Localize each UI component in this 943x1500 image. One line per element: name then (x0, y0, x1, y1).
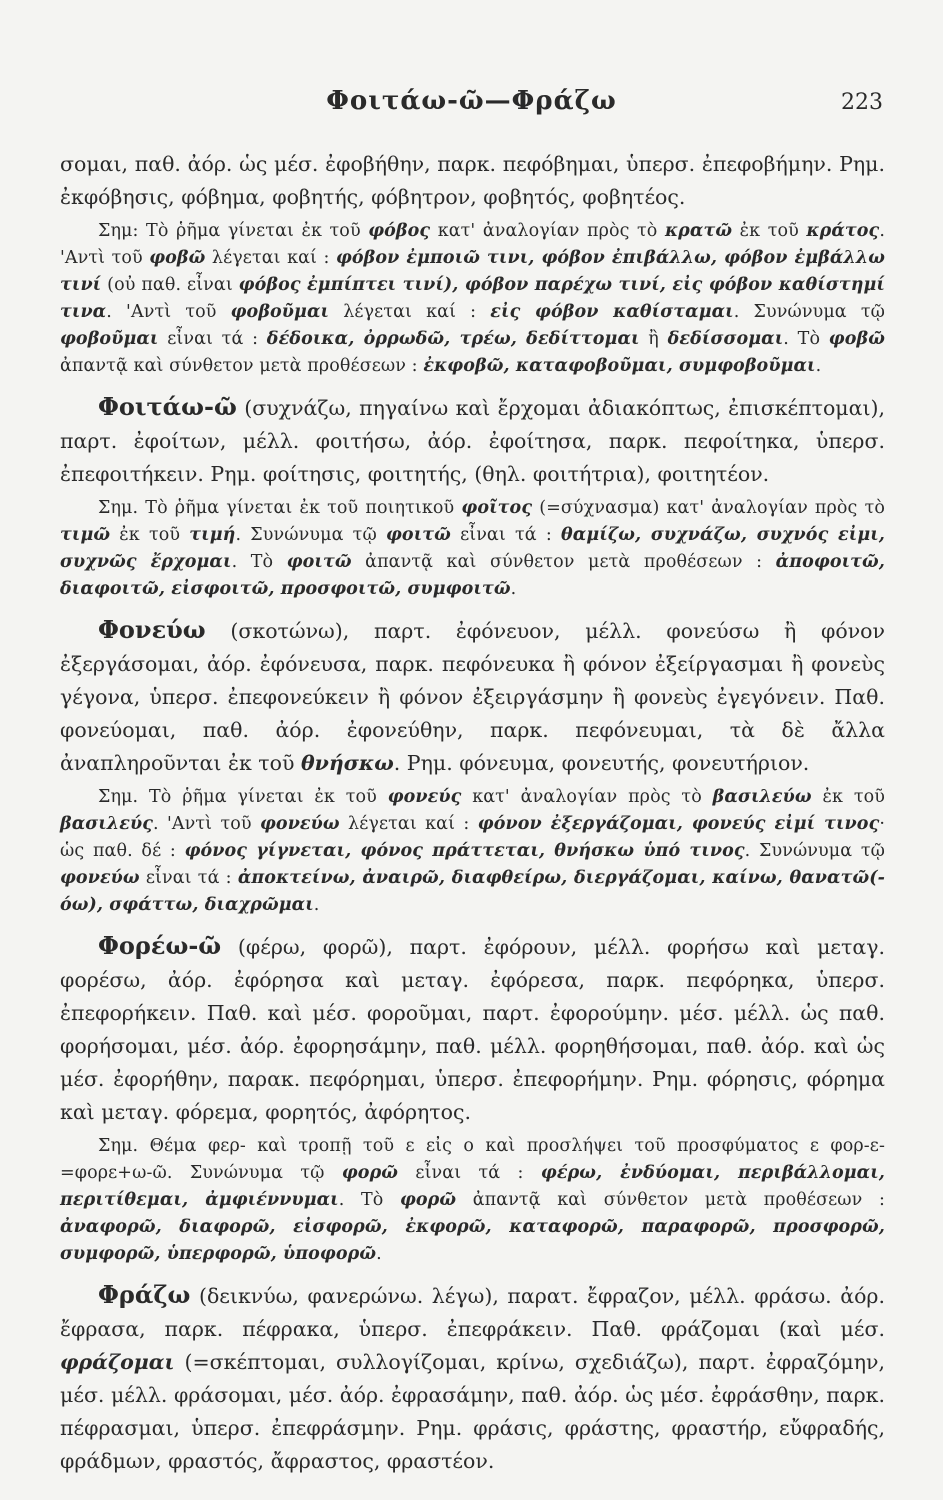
emphasis-text: ἀποφοιτῶ, διαφοιτῶ, εἰσφοιτῶ, προσφοιτῶ, συμφοιτῶ (60, 552, 885, 599)
emphasis-text: ἀποκτείνω, ἀναιρῶ, διαφθείρω, διεργάζομαι, καίνω, θανατῶ(-όω), σφάττω, διαχρῶμαι (60, 868, 885, 915)
text-run: Σημ: Τὸ ῥῆμα γίνεται ἐκ τοῦ (98, 221, 369, 241)
text-run: . (376, 1244, 382, 1264)
text-run: (δεικνύω, φανερώνω. λέγω), παρατ. ἔφραζον, μέλλ. φράσω. ἀόρ. ἔφρασα, παρκ. πέφρακα, ὑπερσ. ἐπεφράκειν. Παθ. φράζομαι (καὶ μέσ. (60, 1284, 885, 1341)
text-run: ἐκ τοῦ (732, 221, 807, 241)
text-run: ἀπαντᾷ καὶ σύνθετον μετὰ προθέσεων : (456, 1190, 885, 1210)
text-run: εἶναι τά : (450, 525, 561, 545)
emphasis-text: δέδοικα, ὀρρωδῶ, τρέω, δεδίττομαι (266, 329, 640, 349)
text-run: Σημ. Τὸ ῥῆμα γίνεται ἐκ τοῦ ποιητικοῦ (98, 498, 462, 518)
emphasis-text: κράτος (806, 221, 880, 241)
text-run: (=σκέπτομαι, συλλογίζομαι, κρίνω, σχεδιάζω), παρτ. ἐφραζόμην, μέσ. μέλλ. φράσομαι, μέσ. ἀόρ. ἐφρασάμην, παθ. ἀόρ. ὡς μέσ. ἐφράσθην, παρκ. πέφρασμαι, ὑπερσ. ἐπεφράσμην. Ρημ. φράσις, φράστης, φραστήρ, εὔφραδής, φράδμων, φραστός, ἄφραστος, φραστέον. (60, 1350, 885, 1473)
emphasis-text: ἐκφοβῶ, καταφοβοῦμαι, συμφοβοῦμαι (423, 356, 816, 376)
emphasis-text: φόβος (368, 221, 431, 241)
emphasis-text: φράζομαι (60, 1350, 175, 1374)
emphasis-text: δεδίσσομαι (667, 329, 784, 349)
emphasis-text: φονεύω (60, 868, 140, 888)
text-run: . (313, 895, 320, 915)
entry-headword: Φορέω-ῶ (98, 931, 222, 960)
text-run: · ὡς παθ. δέ : (60, 814, 885, 861)
text-run: . 'Αντὶ τοῦ (60, 221, 885, 268)
entry-headword: Φονεύω (98, 615, 206, 644)
emphasis-text: βασιλεύω (712, 787, 812, 807)
emphasis-text: φορῶ (399, 1190, 457, 1210)
text-run: ἢ (639, 329, 668, 349)
emphasis-text: φόνος γίγνεται, φόνος πράττεται, θνήσκω ὑπό τινος (184, 841, 745, 861)
text-run: σομαι, παθ. ἀόρ. ὡς μέσ. ἐφοβήθην, παρκ. πεφόβημαι, ὑπερσ. ἐπεφοβήμην. Ρημ. ἐκφόβησις, φόβημα, φοβητής, φόβητρον, φοβητός, φοβητέος. (60, 152, 885, 209)
text-run: (=σύχνασμα) κατ' ἀναλογίαν πρὸς τὸ (532, 498, 885, 518)
text-run: λέγεται καί : (205, 248, 336, 268)
text-run: λέγεται καί : (339, 814, 478, 834)
paragraph-note (60, 784, 885, 919)
text-run: ἐκ τοῦ (110, 525, 190, 545)
text-run: κατ' ἀναλογίαν πρὸς τὸ (430, 221, 665, 241)
emphasis-text: εἰς φόβον καθίσταμαι (490, 302, 734, 322)
text-run: . Ρημ. φόνευμα, φονευτής, φονευτήριον. (393, 751, 810, 775)
emphasis-text: φόβος ἐμπίπτει τινί), φόβον παρέχω τινί, εἰς φόβον καθίστημί τινα (60, 275, 885, 322)
emphasis-text: φόνον ἐξεργάζομαι, φονεύς εἰμί τινος (477, 814, 880, 834)
entry-paragraph (60, 613, 885, 780)
text-run: (οὐ παθ. εἶναι (101, 275, 239, 295)
paragraph-note (60, 495, 885, 603)
paragraph-note (60, 218, 885, 380)
running-head: Φοιτάω-ῶ—Φράζω (326, 86, 617, 116)
text-run: . Συνώνυμα τῷ (733, 302, 885, 322)
page-number: 223 (841, 90, 883, 115)
page-header (60, 86, 883, 122)
emphasis-text: ἀναφορῶ, διαφορῶ, εἰσφορῶ, ἐκφορῶ, καταφορῶ, παραφορῶ, προσφορῶ, συμφορῶ, ὑπερφορῶ, ὑποφορῶ (60, 1217, 885, 1264)
emphasis-text: φοιτῶ (385, 525, 451, 545)
entry-headword: Φοιτάω-ῶ (98, 392, 237, 421)
text-run: (σκοτώνω), παρτ. ἐφόνευον, μέλλ. φονεύσω ἢ φόνον ἐξεργάσομαι, ἀόρ. ἐφόνευσα, παρκ. πεφόνευκα ἢ φόνον ἐξείργασμαι ἢ φονεὺς γέγονα, ὑπερσ. ἐπεφονεύκειν ἢ φόνον ἐξειργάσμην ἢ φονεὺς ἐγεγόνειν. Παθ. φονεύομαι, παθ. ἀόρ. ἐφονεύθην, παρκ. πεφόνευμαι, τὰ δὲ ἄλλα ἀναπληροῦνται ἐκ τοῦ (60, 619, 885, 775)
emphasis-text: φοῖτος (461, 498, 533, 518)
emphasis-text: βασιλεύς (60, 814, 153, 834)
text-run: (συχνάζω, πηγαίνω καὶ ἔρχομαι ἀδιακόπτως, ἐπισκέπτομαι), παρτ. ἐφοίτων, μέλλ. φοιτήσω, ἀόρ. ἐφοίτησα, παρκ. πεφοίτηκα, ὑπερσ. ἐπεφοιτήκειν. Ρημ. φοίτησις, φοιτητής, (θηλ. φοιτήτρια), φοιτητέον. (60, 396, 885, 486)
text-run: . (815, 356, 822, 376)
text-run: . Τὸ (783, 329, 829, 349)
text-run: . 'Αντὶ τοῦ (152, 814, 260, 834)
text-run: Σημ. Θέμα φερ- καὶ τροπῇ τοῦ ε εἰς ο καὶ προσλήψει τοῦ προσφύματος ε φορ-ε- =φορε+ω-ῶ. Συνώνυμα τῷ (60, 1136, 885, 1183)
entry-paragraph (60, 390, 885, 491)
emphasis-text: κρατῶ (664, 221, 733, 241)
emphasis-text: φονεύς (387, 787, 462, 807)
emphasis-text: φοβοῦμαι (230, 302, 330, 322)
emphasis-text: φοβοῦμαι (60, 329, 159, 349)
emphasis-text: φοιτῶ (286, 552, 352, 572)
text-run: . 'Αντὶ τοῦ (106, 302, 231, 322)
text-run: ἐκ τοῦ (811, 787, 885, 807)
text-run: . Συνώνυμα τῷ (744, 841, 885, 861)
text-run: κατ' ἀναλογίαν πρὸς τὸ (461, 787, 713, 807)
text-run: . Τὸ (338, 1190, 400, 1210)
paragraph-note (60, 1133, 885, 1268)
text-run: . Τὸ (231, 552, 287, 572)
emphasis-text: τιμή (189, 525, 236, 545)
text-run: ἀπαντᾷ καὶ σύνθετον μετὰ προθέσεων : (60, 356, 424, 376)
text-run: ἀπαντᾷ καὶ σύνθετον μετὰ προθέσεων : (351, 552, 776, 572)
text-run: . (510, 579, 517, 599)
emphasis-text: φοβῶ (149, 248, 206, 268)
text-run: Σημ. Τὸ ῥῆμα γίνεται ἐκ τοῦ (98, 787, 388, 807)
text-run: λέγεται καί : (329, 302, 491, 322)
emphasis-text: φέρω, ἐνδύομαι, περιβάλλομαι, περιτίθεμαι, ἀμφιέννυμαι (60, 1163, 885, 1210)
emphasis-text: φονεύω (259, 814, 340, 834)
text-run: (φέρω, φορῶ), παρτ. ἐφόρουν, μέλλ. φορήσω καὶ μεταγ. φορέσω, ἀόρ. ἐφόρησα καὶ μεταγ. ἐφόρεσα, παρκ. πεφόρηκα, ὑπερσ. ἐπεφορήκειν. Παθ. καὶ μέσ. φοροῦμαι, παρτ. ἐφορούμην. μέσ. μέλλ. ὡς παθ. φορήσομαι, μέσ. ἀόρ. ἐφορησάμην, παθ. μέλλ. φορηθήσομαι, παθ. ἀόρ. καὶ ὡς μέσ. ἐφορήθην, παρακ. πεφόρημαι, ὑπερσ. ἐπεφορήμην. Ρημ. φόρησις, φόρημα καὶ μεταγ. φόρεμα, φορητός, ἀφόρητος. (60, 935, 885, 1124)
emphasis-text: φόβον ἐμποιῶ τινι, φόβον ἐπιβάλλω, φόβον ἐμβάλλω τινί (60, 248, 885, 295)
emphasis-text: θαμίζω, συχνάζω, συχνός εἰμι, συχνῶς ἔρχομαι (60, 525, 885, 572)
emphasis-text: φοβῶ (828, 329, 885, 349)
text-run: εἶναι τά : (158, 329, 267, 349)
text-run: εἶναι τά : (398, 1163, 541, 1183)
entry-paragraph (60, 1278, 885, 1478)
text-run: εἶναι τά : (139, 868, 238, 888)
entry-headword: Φράζω (98, 1280, 191, 1309)
paragraph-main (60, 148, 885, 214)
emphasis-text: θνήσκω (300, 751, 394, 775)
body-text (60, 148, 885, 1478)
text-run: . Συνώνυμα τῷ (235, 525, 386, 545)
entry-paragraph (60, 929, 885, 1129)
emphasis-text: τιμῶ (60, 525, 111, 545)
emphasis-text: φορῶ (341, 1163, 399, 1183)
